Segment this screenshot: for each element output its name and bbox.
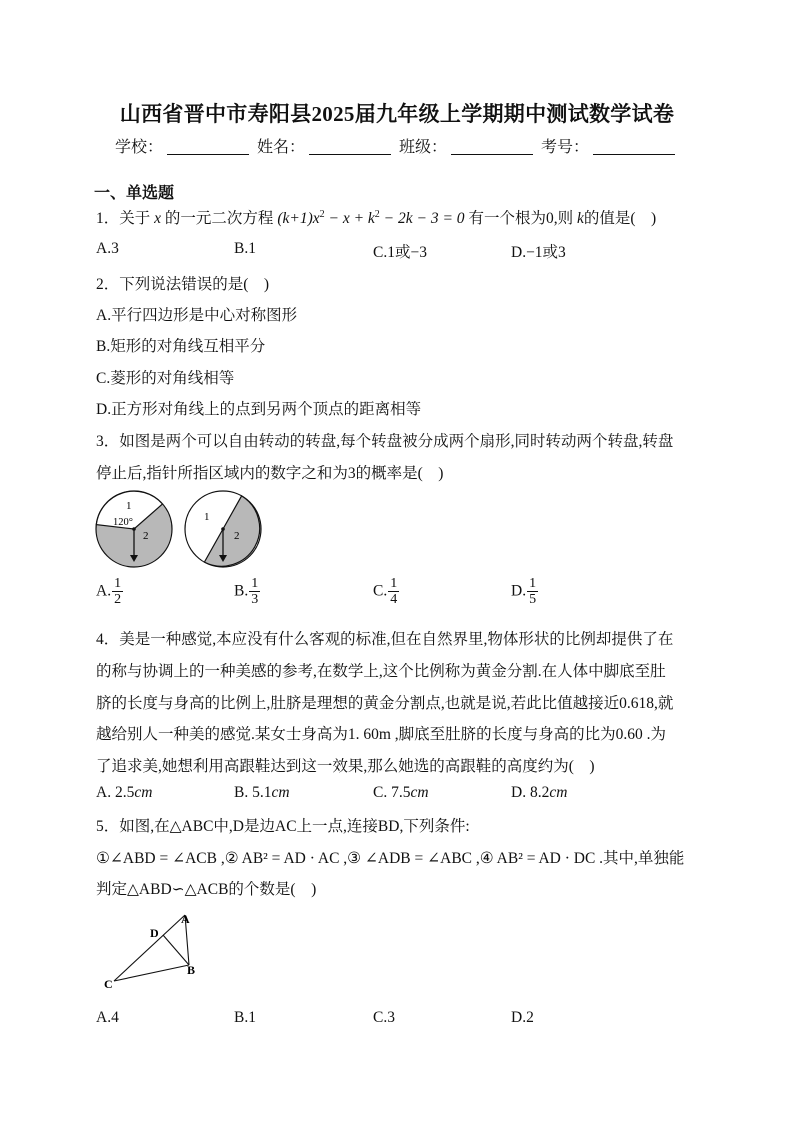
q4-option-c[interactable]: [373, 784, 429, 802]
q3-number: 3．: [96, 433, 120, 450]
q4-option-a[interactable]: [96, 784, 152, 802]
q5-stem-line1: [96, 814, 470, 836]
q4-stem-line4: 越给别人一种美的感觉.某女士身高为1. 60m ,脚底至肚脐的长度与身高的比为0.60 .为: [96, 726, 667, 743]
fraction-numerator: 1: [390, 576, 398, 591]
q1-text-end: 的值是( ): [583, 210, 657, 227]
fraction-numerator: 1: [529, 576, 537, 591]
spinner-1: [96, 491, 172, 567]
vertex-label-b: B: [187, 963, 196, 977]
fraction-numerator: 1: [114, 576, 122, 591]
exam-no-label: 考号：: [541, 139, 590, 156]
q5-stem-line2: ①∠ABD = ∠ACB ,② AB² = AD · AC ,③ ∠ADB = ∠ABC ,④ AB² = AD · DC .其中,单独能: [96, 850, 685, 867]
q3-option-b[interactable]: [234, 577, 260, 607]
exam-no-blank: [593, 140, 675, 155]
q3-option-a-fraction: [112, 577, 123, 607]
q4-stem-line3: 脐的长度与身高的比例上,肚脐是理想的黄金分割点,也就是说,若此比值越接近0.618,就: [96, 695, 674, 712]
q2-option-d[interactable]: D.正方形对角线上的点到另两个顶点的距离相等: [96, 401, 422, 418]
q1-number: 1．: [96, 210, 120, 227]
exam-title: 山西省晋中市寿阳县2025届九年级上学期期中测试数学试卷: [119, 102, 675, 126]
q5-text-line1: 如图,在△ABC中,D是边AC上一点,连接BD,下列条件:: [119, 818, 470, 835]
spinner-1-label-2: 2: [143, 530, 149, 542]
name-label: 姓名：: [256, 139, 305, 156]
q1-var-k: k: [576, 210, 584, 227]
vertex-label-a: A: [181, 912, 190, 926]
q4-option-c-value: C. 7.5: [373, 784, 411, 801]
q3-option-a-letter: A.: [96, 582, 112, 600]
q4-stem-line2: 的称与协调上的一种美感的参考,在数学上,这个比例称为黄金分割.在人体中脚底至肚: [96, 663, 666, 680]
q4-text-line1: 美是一种感觉,本应没有什么客观的标准,但在自然界里,物体形状的比例却提供了在: [119, 631, 674, 648]
q5-option-d[interactable]: D.2: [511, 1009, 534, 1026]
q1-text-post: 有一个根为0,则: [468, 210, 574, 227]
vertex-label-d: D: [150, 926, 159, 940]
school-blank: [167, 140, 249, 155]
spinner-2-label-2: 2: [234, 530, 240, 542]
q4-option-a-value: A. 2.5: [96, 784, 135, 801]
q2-text: 下列说法错误的是( ): [119, 276, 270, 293]
q2-stem: [96, 272, 269, 294]
q3-option-c-letter: C.: [373, 582, 388, 600]
vertex-label-c: C: [104, 977, 113, 991]
spinner-2-pivot: [221, 527, 225, 531]
q4-stem-line5: 了追求美,她想利用高跟鞋达到这一效果,那么她选的高跟鞋的高度约为( ): [96, 758, 595, 775]
q4-option-d-unit: cm: [549, 784, 568, 801]
spinner-2-label-1: 1: [204, 511, 210, 523]
q3-option-c-fraction: [388, 577, 399, 607]
q3-text-line1: 如图是两个可以自由转动的转盘,每个转盘被分成两个扇形,同时转动两个转盘,转盘: [119, 433, 674, 450]
q2-option-b[interactable]: B.矩形的对角线互相平分: [96, 338, 266, 355]
q5-option-b[interactable]: B.1: [234, 1009, 256, 1026]
q5-option-a[interactable]: A.4: [96, 1009, 119, 1026]
q1-option-a[interactable]: A.3: [96, 240, 119, 257]
fraction-denominator: 4: [390, 592, 398, 607]
q2-option-c[interactable]: C.菱形的对角线相等: [96, 370, 235, 387]
q5-number: 5．: [96, 818, 120, 835]
spinner-1-angle-label: 120°: [113, 517, 133, 528]
segment-bd: [163, 935, 189, 965]
q3-stem-line1: [96, 429, 673, 451]
q4-option-b-value: B. 5.1: [234, 784, 272, 801]
q3-option-b-letter: B.: [234, 582, 249, 600]
q3-option-b-fraction: [249, 577, 260, 607]
fraction-denominator: 2: [114, 592, 122, 607]
q4-option-d[interactable]: [511, 784, 567, 802]
q1-stem: 1．关于 x 的一元二次方程 $(k+1)x^2 - x + k^2 - 2k - 3 = 0$ 有一个根为0,则 k的值是( ): [96, 208, 657, 227]
spinner-1-label-1: 1: [126, 500, 132, 512]
q1-equation-a: (k+1)x: [277, 210, 320, 227]
fraction-numerator: 1: [251, 576, 259, 591]
q3-option-d[interactable]: [511, 577, 538, 607]
school-label: 学校：: [114, 139, 163, 156]
q4-stem-line1: [96, 627, 673, 649]
q3-stem-line2: 停止后,指针所指区域内的数字之和为3的概率是( ): [96, 465, 444, 482]
q1-option-b[interactable]: B.1: [234, 240, 256, 257]
q3-option-a[interactable]: [96, 577, 123, 607]
q1-equation-b: − x + k: [324, 210, 375, 227]
q2-option-a[interactable]: A.平行四边形是中心对称图形: [96, 307, 298, 324]
q4-option-b[interactable]: [234, 784, 290, 802]
name-blank: [309, 140, 391, 155]
q3-option-c[interactable]: [373, 577, 399, 607]
q1-equation-c: − 2k − 3 = 0: [379, 210, 465, 227]
q5-option-c[interactable]: C.3: [373, 1009, 395, 1026]
q4-option-a-unit: cm: [134, 784, 153, 801]
q1-text-mid: 的一元二次方程: [164, 210, 274, 227]
q3-option-d-letter: D.: [511, 582, 527, 600]
q4-option-d-value: D. 8.2: [511, 784, 550, 801]
q5-triangle-figure: [96, 906, 206, 994]
fraction-denominator: 3: [251, 592, 259, 607]
q4-option-b-unit: cm: [271, 784, 290, 801]
q4-option-c-unit: cm: [410, 784, 429, 801]
spinner-2: [185, 491, 261, 567]
q5-stem-line3: 判定△ABD∽△ACB的个数是( ): [96, 881, 317, 898]
triangle-side-bc: [114, 965, 189, 981]
q1-var-x: x: [154, 210, 162, 227]
q1-option-c[interactable]: C.1或−3: [373, 244, 427, 261]
q2-number: 2．: [96, 276, 120, 293]
section-heading: 一、单选题: [94, 185, 175, 202]
q1-option-d[interactable]: D.−1或3: [511, 244, 566, 261]
q1-text-pre: 关于: [119, 210, 151, 227]
q4-number: 4．: [96, 631, 120, 648]
class-label: 班级：: [399, 139, 448, 156]
class-blank: [451, 140, 533, 155]
q3-spinner-figure: [93, 487, 273, 575]
fraction-denominator: 5: [529, 592, 537, 607]
student-info-line: [0, 134, 794, 157]
q3-option-d-fraction: [527, 577, 538, 607]
